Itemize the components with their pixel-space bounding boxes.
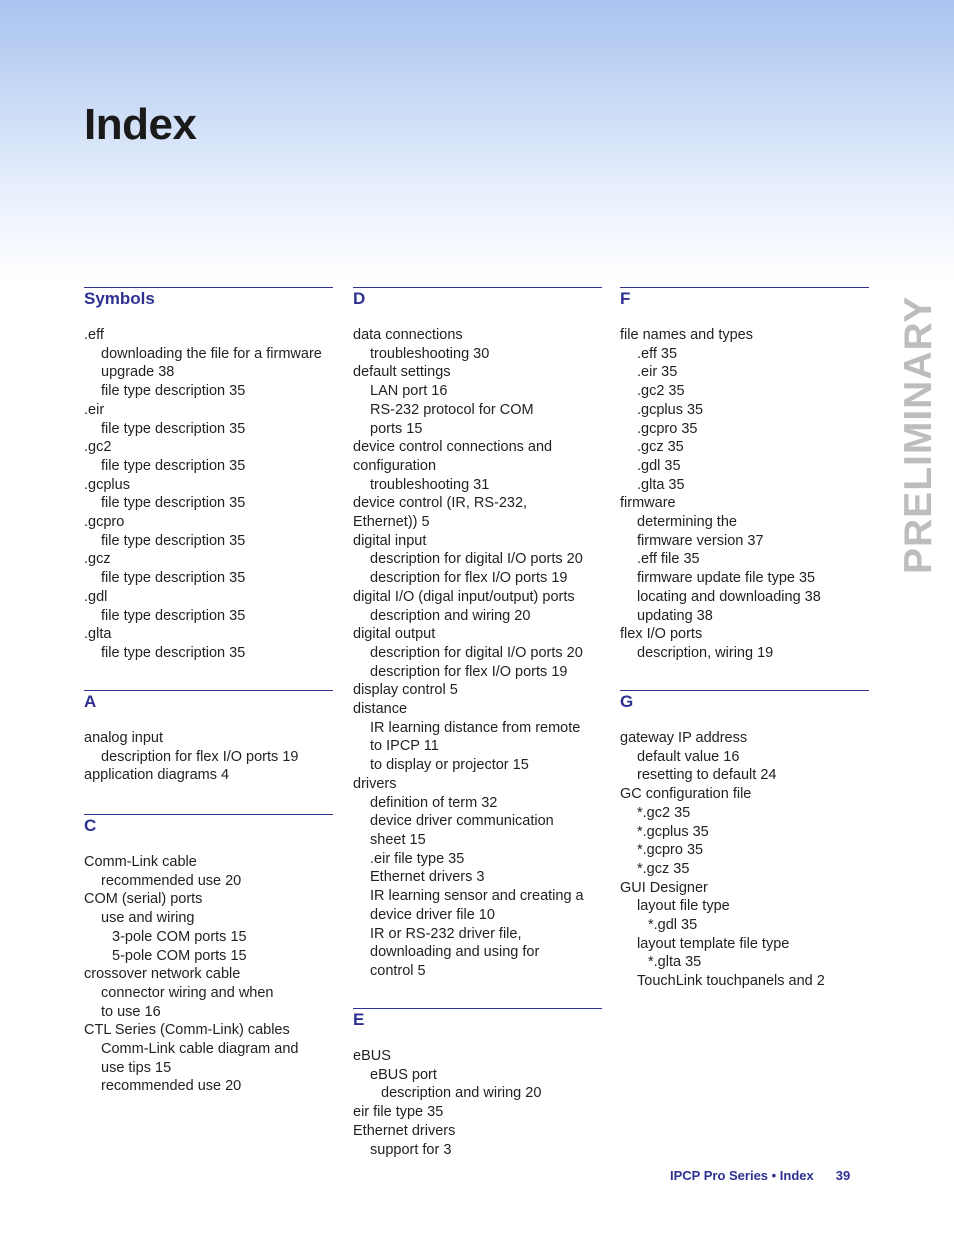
- index-entry: device control connections and: [353, 439, 553, 456]
- preliminary-watermark: PRELIMINARY: [897, 295, 940, 574]
- section-heading: D: [353, 289, 366, 308]
- index-column-3: [620, 287, 869, 663]
- index-subentry: RS-232 protocol for COM: [370, 401, 534, 418]
- entry-list: [84, 326, 333, 663]
- page-footer: [670, 1168, 850, 1183]
- index-entry: Ethernet drivers: [353, 1122, 456, 1139]
- index-subentry: file type description 35: [101, 457, 246, 474]
- index-subentry: .gc2 35: [637, 383, 685, 400]
- index-subentry: use and wiring: [101, 910, 195, 927]
- index-subentry: troubleshooting 30: [370, 345, 490, 362]
- index-subentry: support for 3: [370, 1141, 452, 1158]
- index-entry: eBUS: [353, 1048, 391, 1064]
- index-subentry: locating and downloading 38: [637, 588, 821, 605]
- index-entry: .glta: [84, 626, 112, 643]
- index-subentry: description for digital I/O ports 20: [370, 551, 583, 568]
- index-subentry: description for digital I/O ports 20: [370, 644, 583, 661]
- index-entry: Ethernet)) 5: [353, 514, 430, 531]
- index-subentry: *.gcplus 35: [637, 823, 709, 840]
- index-subentry: determining the: [637, 514, 737, 531]
- index-column-2: [353, 287, 602, 981]
- index-subentry: device driver communication: [370, 813, 554, 830]
- index-subentry: *.gcpro 35: [637, 842, 704, 859]
- index-section-c: [84, 814, 333, 1096]
- index-subentry: to IPCP 11: [370, 738, 439, 755]
- index-subentry: *.gdl 35: [648, 917, 698, 934]
- index-section-e: [353, 1008, 602, 1159]
- index-subentry: Ethernet drivers 3: [370, 869, 485, 886]
- index-subentry: definition of term 32: [370, 794, 498, 811]
- index-column-2-e: [353, 1008, 602, 1159]
- index-subentry: *.gcz 35: [637, 860, 690, 877]
- index-entry: display control 5: [353, 682, 458, 699]
- index-subentry: firmware version 37: [637, 532, 764, 549]
- index-entry: GUI Designer: [620, 879, 708, 896]
- index-entry: .gdl: [84, 588, 108, 605]
- index-subentry: firmware update file type 35: [637, 570, 816, 587]
- index-subentry: file type description 35: [101, 644, 246, 661]
- index-subentry: .eir file type 35: [370, 850, 465, 867]
- index-entry: firmware: [620, 495, 676, 512]
- index-subentry: IR learning sensor and creating a: [370, 888, 584, 905]
- index-subentry: 3-pole COM ports 15: [112, 928, 247, 945]
- index-column-1-a: [84, 690, 333, 785]
- index-subentry: file type description 35: [101, 607, 246, 624]
- index-subentry: control 5: [370, 962, 426, 979]
- index-subentry: file type description 35: [101, 495, 246, 512]
- entry-list: [84, 853, 333, 1096]
- index-subentry: file type description 35: [101, 383, 246, 400]
- index-entry: .eir: [84, 401, 105, 418]
- index-subentry: description and wiring 20: [381, 1085, 542, 1102]
- index-entry: file names and types: [620, 327, 753, 343]
- index-entry: .gcpro: [84, 514, 125, 531]
- index-entry: analog input: [84, 730, 164, 746]
- index-subentry: .gcplus 35: [637, 401, 704, 418]
- section-heading: E: [353, 1010, 365, 1029]
- index-subentry: TouchLink touchpanels and 2: [637, 973, 825, 990]
- index-subentry: recommended use 20: [101, 1078, 242, 1095]
- index-subentry: .gcz 35: [637, 439, 684, 456]
- index-entry: flex I/O ports: [620, 626, 703, 643]
- section-heading: F: [620, 289, 631, 308]
- index-entry: drivers: [353, 775, 397, 792]
- index-subentry: eBUS port: [370, 1066, 437, 1083]
- index-entry: configuration: [353, 457, 437, 474]
- entry-list: [620, 326, 869, 663]
- index-subentry: .gcpro 35: [637, 420, 698, 437]
- index-subentry: layout file type: [637, 898, 730, 915]
- page-number: 39: [835, 1168, 851, 1183]
- section-heading: A: [84, 692, 97, 711]
- index-entry: Comm-Link cable: [84, 854, 197, 870]
- index-subentry: layout template file type: [637, 935, 790, 952]
- index-subentry: Comm-Link cable diagram and: [101, 1041, 299, 1058]
- index-subentry: device driver file 10: [370, 906, 495, 923]
- index-subentry: updating 38: [637, 607, 713, 624]
- index-entry: .gcz: [84, 551, 111, 568]
- index-subentry: default value 16: [637, 748, 740, 765]
- entry-list: [84, 729, 333, 785]
- index-section-symbols: [84, 287, 333, 663]
- index-entry: device control (IR, RS-232,: [353, 495, 528, 512]
- index-subentry: downloading the file for a firmware: [101, 345, 322, 362]
- index-subentry: resetting to default 24: [637, 767, 777, 784]
- index-subentry: IR learning distance from remote: [370, 719, 581, 736]
- index-subentry: *.gc2 35: [637, 804, 691, 821]
- index-subentry: to display or projector 15: [370, 757, 529, 774]
- index-subentry: description for flex I/O ports 19: [101, 748, 299, 765]
- index-subentry: 5-pole COM ports 15: [112, 947, 247, 964]
- index-subentry: description and wiring 20: [370, 607, 531, 624]
- index-entry: CTL Series (Comm-Link) cables: [84, 1022, 290, 1039]
- index-section-a: [84, 690, 333, 785]
- index-entry: .gcplus: [84, 476, 130, 493]
- index-subentry: .glta 35: [637, 476, 685, 493]
- section-heading: Symbols: [84, 289, 155, 308]
- index-subentry: connector wiring and when: [101, 984, 274, 1001]
- index-section-g: [620, 690, 869, 991]
- index-entry: COM (serial) ports: [84, 891, 203, 908]
- index-subentry: recommended use 20: [101, 872, 242, 889]
- index-subentry: .gdl 35: [637, 457, 681, 474]
- index-subentry: .eir 35: [637, 364, 678, 381]
- index-subentry: file type description 35: [101, 420, 246, 437]
- index-subentry: use tips 15: [101, 1059, 172, 1076]
- index-subentry: upgrade 38: [101, 364, 175, 381]
- index-entry: eir file type 35: [353, 1104, 444, 1121]
- index-entry: digital input: [353, 532, 427, 549]
- index-subentry: description for flex I/O ports 19: [370, 663, 568, 680]
- index-subentry: LAN port 16: [370, 383, 448, 400]
- index-entry: GC configuration file: [620, 786, 752, 803]
- index-subentry: ports 15: [370, 420, 423, 437]
- index-entry: crossover network cable: [84, 966, 241, 983]
- entry-list: [353, 326, 602, 981]
- entry-list: [353, 1047, 602, 1159]
- index-subentry: description, wiring 19: [637, 644, 774, 661]
- index-entry: application diagrams 4: [84, 767, 230, 784]
- index-subentry: description for flex I/O ports 19: [370, 570, 568, 587]
- index-column-1-c: [84, 814, 333, 1096]
- entry-list: [620, 729, 869, 991]
- section-heading: C: [84, 816, 97, 835]
- section-heading: G: [620, 692, 634, 711]
- index-subentry: *.glta 35: [648, 954, 702, 971]
- index-subentry: downloading and using for: [370, 944, 540, 961]
- index-section-d: [353, 287, 602, 981]
- index-section-f: [620, 287, 869, 663]
- index-subentry: to use 16: [101, 1003, 161, 1020]
- index-subentry: .eff 35: [637, 345, 678, 362]
- index-subentry: IR or RS-232 driver file,: [370, 925, 522, 942]
- index-column-3-g: [620, 690, 869, 991]
- index-subentry: file type description 35: [101, 532, 246, 549]
- index-entry: digital output: [353, 626, 436, 643]
- index-entry: digital I/O (digal input/output) ports: [353, 588, 575, 605]
- index-entry: .eff: [84, 327, 104, 343]
- footer-doc-title: IPCP Pro Series • Index: [670, 1168, 814, 1183]
- index-subentry: file type description 35: [101, 570, 246, 587]
- page-title: Index: [84, 100, 197, 149]
- index-entry: data connections: [353, 327, 463, 343]
- index-subentry: .eff file 35: [637, 551, 700, 568]
- index-entry: distance: [353, 701, 408, 718]
- index-entry: default settings: [353, 364, 451, 381]
- index-entry: gateway IP address: [620, 730, 748, 746]
- index-subentry: sheet 15: [370, 831, 426, 848]
- index-entry: .gc2: [84, 439, 112, 456]
- index-column-1: [84, 287, 333, 663]
- index-subentry: troubleshooting 31: [370, 476, 490, 493]
